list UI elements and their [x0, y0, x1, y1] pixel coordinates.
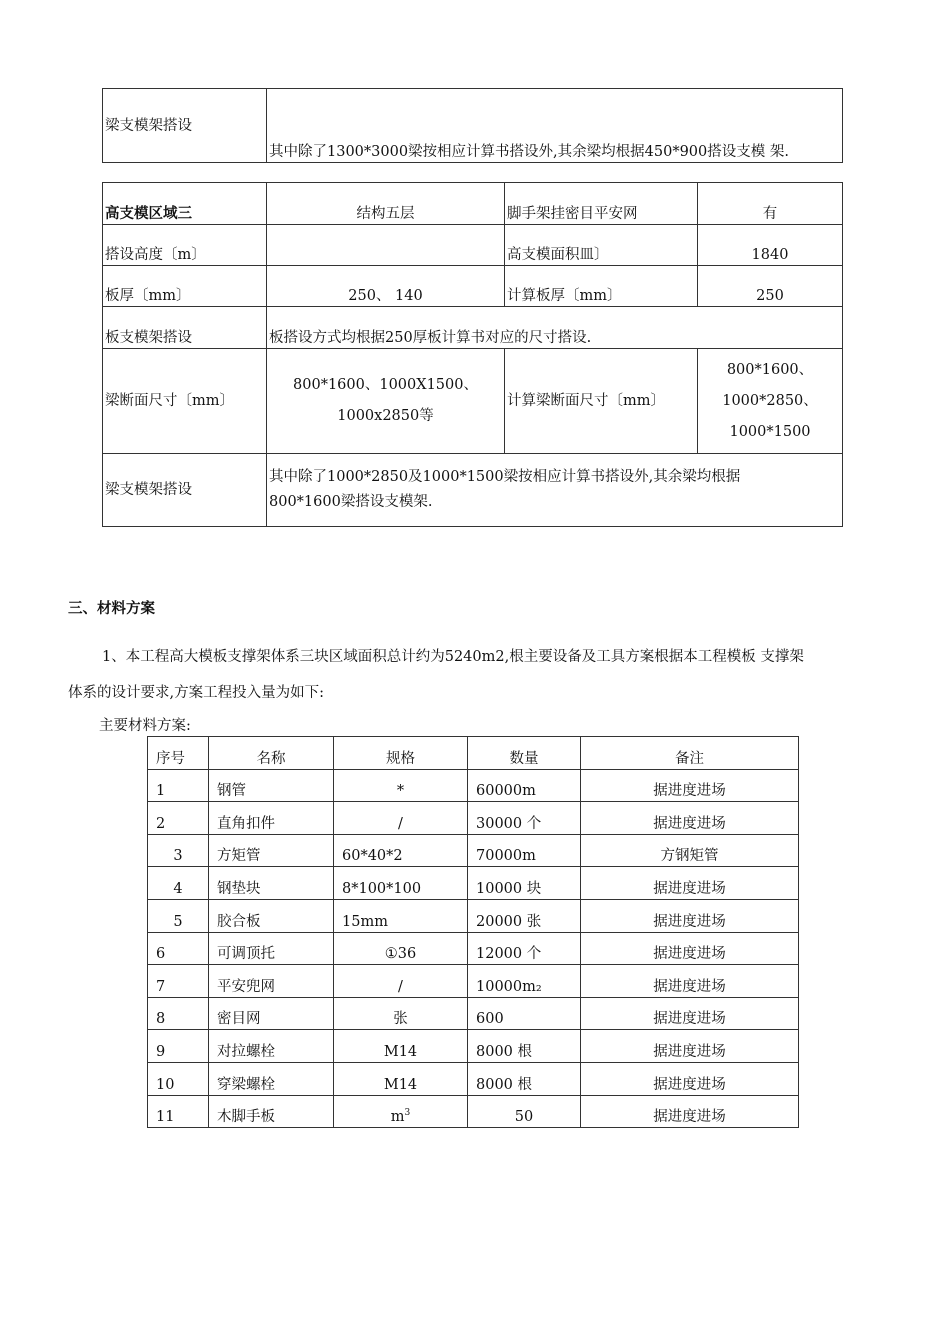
cell-text: 据进度进场 [653, 880, 726, 897]
table-header-row [148, 737, 799, 770]
item-name [209, 997, 334, 1030]
cell: 结构五层 [267, 183, 505, 225]
cell-text: 8*100*100 [342, 880, 422, 897]
cell-text: m [390, 1109, 405, 1126]
row-number [148, 932, 209, 965]
superscript: 3 [404, 1108, 411, 1119]
row-number [148, 769, 209, 802]
item-name [209, 1030, 334, 1063]
cell: 板搭设方式均根据250厚板计算书对应的尺寸搭设. [267, 307, 843, 349]
cell-text: 8 [156, 1011, 166, 1028]
row-number [148, 834, 209, 867]
row-number [148, 899, 209, 932]
materials-table [147, 736, 799, 1128]
cell [267, 225, 505, 266]
table-caption: 主要材料方案: [99, 718, 191, 734]
item-remark [581, 899, 799, 932]
cell-label: 梁支模架搭设 [103, 89, 267, 163]
item-remark [581, 1030, 799, 1063]
cell-text: 据进度进场 [653, 1043, 726, 1060]
cell: 250 [698, 266, 843, 307]
cell-text: M14 [383, 1043, 418, 1060]
cell-text: 据进度进场 [653, 1109, 726, 1126]
item-spec [334, 1062, 468, 1095]
table-row [148, 997, 799, 1030]
cell-line: 其中除了1000*2850及1000*1500梁按相应计算书搭设外,其余梁均根据 [269, 469, 741, 485]
table-row [148, 932, 799, 965]
item-name [209, 965, 334, 998]
cell: 脚手架挂密目平安网 [505, 183, 698, 225]
cell-text: 20000 张 [476, 913, 542, 930]
cell-text: 10000m₂ [476, 978, 542, 995]
cell-line: 800*1600、 [726, 361, 814, 378]
zone-three-table [102, 182, 843, 527]
cell-line: 1000x2850等 [337, 408, 434, 424]
cell-text: 方矩管 [217, 848, 261, 865]
header-cell: 备注 [581, 737, 799, 770]
item-quantity [468, 965, 581, 998]
cell-text: 7 [156, 978, 166, 995]
cell: 计算板厚〔mm〕 [505, 266, 698, 307]
item-spec [334, 769, 468, 802]
item-name [209, 834, 334, 867]
item-name [209, 1095, 334, 1128]
header-cell: 序号 [148, 737, 209, 770]
cell: 高支模面积皿〕 [505, 225, 698, 266]
row-number [148, 997, 209, 1030]
item-quantity [468, 997, 581, 1030]
row-number [148, 802, 209, 835]
item-remark [581, 867, 799, 900]
item-spec [334, 1030, 468, 1063]
item-quantity [468, 802, 581, 835]
table-row [148, 802, 799, 835]
item-remark [581, 834, 799, 867]
cell-text: 据进度进场 [653, 978, 726, 995]
row-number [148, 1030, 209, 1063]
item-quantity [468, 834, 581, 867]
cell-text: 据进度进场 [653, 1011, 726, 1028]
item-quantity [468, 1030, 581, 1063]
cell-text: * [396, 783, 405, 800]
table-row [148, 965, 799, 998]
paragraph-line: 体系的设计要求,方案工程投入量为如下: [68, 685, 324, 701]
cell-text: 5 [173, 913, 183, 930]
cell: 搭设高度〔m〕 [103, 225, 267, 266]
cell-text: 3 [173, 848, 183, 865]
cell-text: 30000 个 [476, 815, 542, 832]
cell-text: ①36 [384, 946, 417, 963]
cell-text: 据进度进场 [653, 783, 726, 800]
item-quantity [468, 867, 581, 900]
beam-support-table-top [102, 88, 843, 163]
cell [267, 454, 843, 527]
row-number [148, 1062, 209, 1095]
cell: 计算梁断面尺寸〔mm〕 [505, 349, 698, 454]
cell-text: 50 [514, 1109, 534, 1126]
cell-text: 据进度进场 [653, 946, 726, 963]
item-quantity [468, 1095, 581, 1128]
table-row [148, 1095, 799, 1128]
item-spec [334, 965, 468, 998]
item-spec [334, 1095, 468, 1128]
cell-text: 10000 块 [476, 880, 542, 897]
cell-text: 2 [156, 815, 166, 832]
cell: 有 [698, 183, 843, 225]
cell [698, 349, 843, 454]
item-name [209, 1062, 334, 1095]
cell: 梁断面尺寸〔mm〕 [103, 349, 267, 454]
cell-text: / [398, 978, 403, 995]
item-remark [581, 997, 799, 1030]
header-cell: 规格 [334, 737, 468, 770]
cell-text: 60*40*2 [342, 848, 403, 865]
item-spec [334, 834, 468, 867]
cell-text: 张 [393, 1011, 408, 1028]
cell-text: M14 [383, 1076, 418, 1093]
cell-text: 8000 根 [476, 1043, 533, 1060]
cell-text: / [398, 815, 403, 832]
cell-text: 15mm [342, 913, 388, 930]
item-quantity [468, 769, 581, 802]
cell-content: 其中除了1300*3000梁按相应计算书搭设外,其余梁均根据450*900搭设支模 架. [267, 89, 843, 163]
table-row [148, 769, 799, 802]
cell-text: 据进度进场 [653, 913, 726, 930]
cell-text: 对拉螺栓 [217, 1043, 275, 1060]
cell-text: 方钢矩管 [660, 848, 719, 865]
cell-text: 可调顶托 [217, 946, 275, 963]
cell: 250、 140 [267, 266, 505, 307]
item-remark [581, 802, 799, 835]
cell: 梁支模架搭设 [103, 454, 267, 527]
cell: 板厚〔mm〕 [103, 266, 267, 307]
cell-text: 8000 根 [476, 1076, 533, 1093]
item-name [209, 769, 334, 802]
cell-text: 6 [156, 946, 166, 963]
cell-text: 9 [156, 1043, 166, 1060]
item-spec [334, 899, 468, 932]
section-title: 三、材料方案 [68, 601, 155, 617]
cell [267, 349, 505, 454]
cell-line: 1000*1500 [729, 423, 811, 440]
item-spec [334, 997, 468, 1030]
item-name [209, 899, 334, 932]
cell-text: 70000m [476, 848, 536, 865]
item-remark [581, 932, 799, 965]
item-quantity [468, 899, 581, 932]
cell-text: 木脚手板 [217, 1109, 275, 1126]
cell-text: 钢垫块 [217, 880, 261, 897]
header-cell: 数量 [468, 737, 581, 770]
cell-text: 12000 个 [476, 946, 542, 963]
cell-line: 800*1600梁搭设支模架. [269, 494, 433, 510]
item-spec [334, 867, 468, 900]
cell-line: 800*1600、1000X1500、 [293, 377, 478, 393]
paragraph-line: 1、本工程高大模板支撑架体系三块区域面积总计约为5240m2,根主要设备及工具方案根据本工程模板 支撑架 [102, 649, 804, 665]
cell-text: 穿梁螺栓 [217, 1076, 275, 1093]
table-row [148, 1030, 799, 1063]
cell-text: 11 [156, 1109, 175, 1126]
cell-text: 1 [156, 783, 166, 800]
row-number [148, 965, 209, 998]
item-name [209, 802, 334, 835]
table-row [148, 834, 799, 867]
item-spec [334, 932, 468, 965]
table-row [148, 899, 799, 932]
cell: 1840 [698, 225, 843, 266]
zone-title: 高支模区域三 [103, 183, 267, 225]
header-cell: 名称 [209, 737, 334, 770]
cell-text: 据进度进场 [653, 1076, 726, 1093]
item-name [209, 867, 334, 900]
item-remark [581, 965, 799, 998]
item-quantity [468, 932, 581, 965]
item-remark [581, 1062, 799, 1095]
row-number [148, 1095, 209, 1128]
cell: 板支模架搭设 [103, 307, 267, 349]
cell-text: 胶合板 [217, 913, 261, 930]
cell-text: 直角扣件 [217, 815, 275, 832]
cell-text: 据进度进场 [653, 815, 726, 832]
cell-text: 4 [173, 880, 183, 897]
item-spec [334, 802, 468, 835]
item-name [209, 932, 334, 965]
item-quantity [468, 1062, 581, 1095]
cell-text: 钢管 [217, 783, 246, 800]
table-row [148, 867, 799, 900]
cell-text: 平安兜网 [217, 978, 275, 995]
cell-text: 600 [476, 1011, 504, 1028]
cell-text: 密目网 [217, 1011, 261, 1028]
cell-text: 60000m [476, 783, 536, 800]
item-remark [581, 1095, 799, 1128]
item-remark [581, 769, 799, 802]
table-row [148, 1062, 799, 1095]
row-number [148, 867, 209, 900]
cell-line: 1000*2850、 [722, 392, 818, 409]
cell-text: 10 [156, 1076, 175, 1093]
